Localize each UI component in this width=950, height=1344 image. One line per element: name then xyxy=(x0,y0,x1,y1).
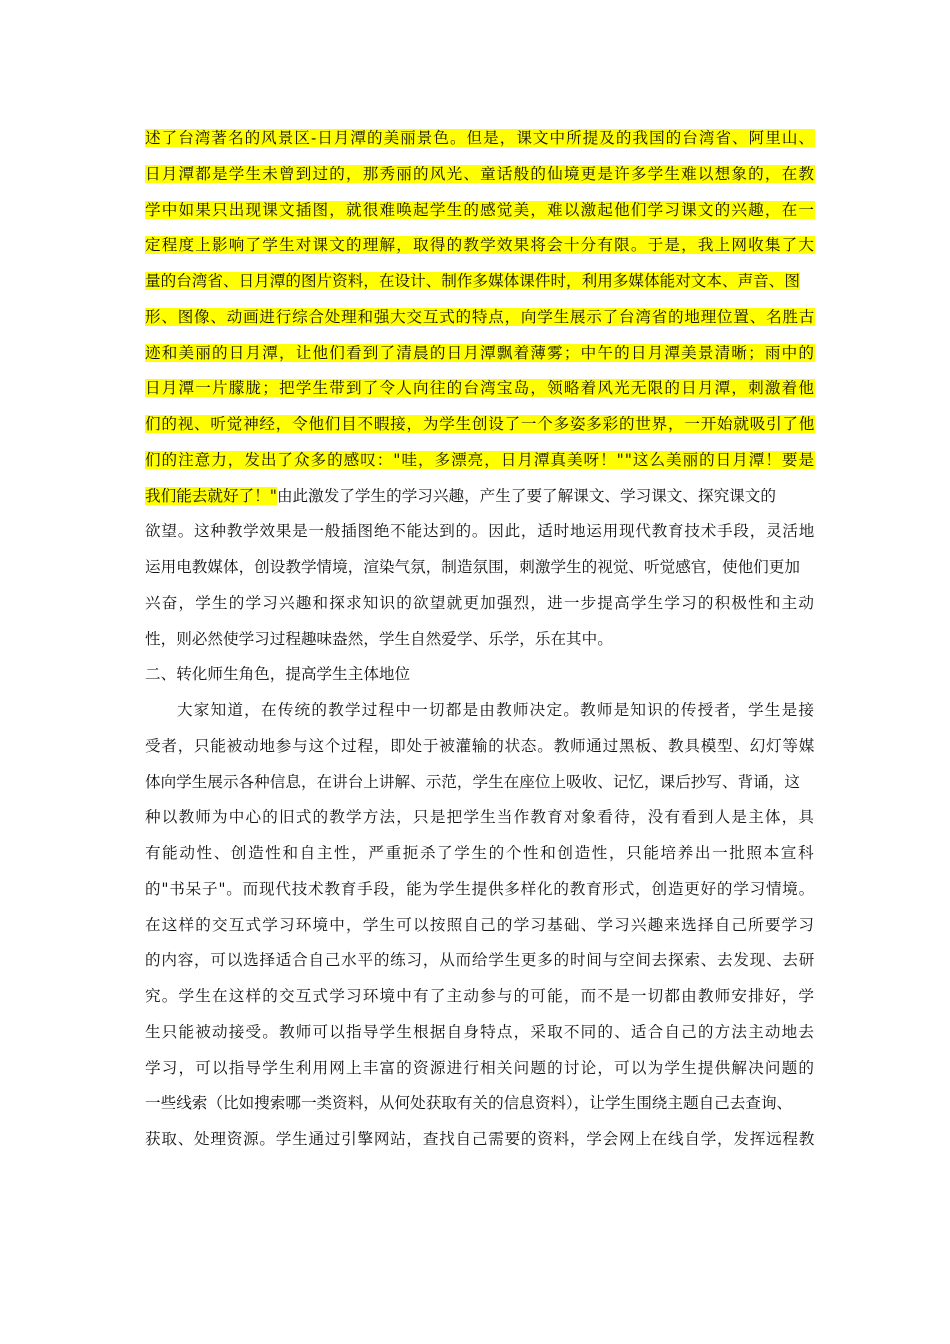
highlighted-text: 量的台湾省、日月潭的图片资料，在设计、制作多媒体课件时，利用多媒体能对文本、声音、图 xyxy=(145,272,800,290)
plain-text: 性，则必然使学习过程趣味盎然，学生自然爱学、乐学，乐在其中。 xyxy=(145,629,613,648)
plain-text: 体向学生展示各种信息，在讲台上讲解、示范，学生在座位上吸收、记忆，课后抄写、背诵，这 xyxy=(145,772,800,791)
text-line xyxy=(145,1124,815,1154)
text-line xyxy=(145,516,815,546)
text-line xyxy=(145,445,815,475)
text-line xyxy=(145,195,815,225)
text-line xyxy=(145,624,815,654)
text-line xyxy=(145,695,847,725)
plain-text: 兴奋，学生的学习兴趣和探求知识的欲望就更加强烈，进一步提高学生学习的积极性和主动 xyxy=(145,593,815,612)
text-line xyxy=(145,302,815,332)
text-line xyxy=(145,338,815,368)
highlighted-text: 日月潭都是学生未曾到过的，那秀丽的风光、童话般的仙境更是许多学生难以想象的，在教 xyxy=(145,164,815,183)
highlighted-text: 我们能去就好了！" xyxy=(145,486,277,505)
highlighted-text: 述了台湾著名的风景区-日月潭的美丽景色。但是，课文中所提及的我国的台湾省、阿里山、 xyxy=(145,129,815,147)
text-line xyxy=(145,409,815,439)
text-line xyxy=(145,230,815,260)
highlighted-text: 形、图像、动画进行综合处理和强大交互式的特点，向学生展示了台湾省的地理位置、名胜古 xyxy=(145,307,815,326)
plain-text: 大家知道，在传统的教学过程中一切都是由教师决定。教师是知识的传授者，学生是接 xyxy=(177,701,816,719)
plain-text: 的内容，可以选择适合自己水平的练习，从而给学生更多的时间与空间去探索、去发现、去研 xyxy=(145,951,815,970)
text-line xyxy=(145,945,815,975)
text-line xyxy=(145,767,815,797)
plain-text: 种以教师为中心的旧式的教学方法，只是把学生当作教育对象看待，没有看到人是主体，具 xyxy=(145,808,815,827)
text-line xyxy=(145,552,815,582)
text-line xyxy=(145,123,815,153)
plain-text: 的"书呆子"。而现代技术教育手段，能为学生提供多样化的教育形式，创造更好的学习情境。 xyxy=(145,879,815,898)
highlighted-text: 们的注意力，发出了众多的感叹："哇，多漂亮，日月潭真美呀！""这么美丽的日月潭！要是 xyxy=(145,450,815,469)
plain-text: 一些线索（比如搜索哪一类资料，从何处获取有关的信息资料），让学生围绕主题自己去查询、 xyxy=(145,1094,793,1113)
text-line xyxy=(145,588,815,618)
plain-text: 受者，只能被动地参与这个过程，即处于被灌输的状态。教师通过黑板、教具模型、幻灯等媒 xyxy=(145,736,815,755)
plain-text: 二、转化师生角色，提高学生主体地位 xyxy=(145,665,411,684)
text-line xyxy=(145,1017,815,1047)
plain-text: 获取、处理资源。学生通过引擎网站，查找自己需要的资料，学会网上在线自学，发挥远程教 xyxy=(145,1130,815,1148)
text-line xyxy=(145,838,815,868)
text-line xyxy=(145,731,815,761)
text-line xyxy=(145,266,815,296)
plain-text: 由此激发了学生的学习兴趣，产生了要了解课文、学习课文、探究课文的 xyxy=(276,486,776,505)
plain-text: 欲望。这种教学效果是一般插图绝不能达到的。因此，适时地运用现代教育技术手段，灵活地 xyxy=(145,522,815,541)
plain-text: 在这样的交互式学习环境中，学生可以按照自己的学习基础、学习兴趣来选择自己所要学习 xyxy=(145,915,815,934)
section-heading xyxy=(145,659,815,689)
text-line xyxy=(145,159,815,189)
text-line xyxy=(145,874,815,904)
text-line xyxy=(145,1088,815,1118)
highlighted-text: 日月潭一片朦胧；把学生带到了令人向往的台湾宝岛，领略着风光无限的日月潭，刺激着他 xyxy=(145,379,815,398)
text-line xyxy=(145,481,815,511)
highlighted-text: 定程度上影响了学生对课文的理解，取得的教学效果将会十分有限。于是，我上网收集了大 xyxy=(145,236,815,255)
text-line xyxy=(145,1053,815,1083)
plain-text: 运用电教媒体，创设教学情境，渲染气氛，制造氛围，刺激学生的视觉、听觉感官，使他们更加 xyxy=(145,558,800,576)
highlighted-text: 迹和美丽的日月潭，让他们看到了清晨的日月潭飘着薄雾；中午的日月潭美景清晰；雨中的 xyxy=(145,343,815,362)
text-line xyxy=(145,802,815,832)
plain-text: 有能动性、创造性和自主性，严重扼杀了学生的个性和创造性，只能培养出一批照本宣科 xyxy=(145,844,815,862)
text-line xyxy=(145,981,815,1011)
plain-text: 生只能被动接受。教师可以指导学生根据自身特点，采取不同的、适合自己的方法主动地去 xyxy=(145,1022,815,1041)
plain-text: 究。学生在这样的交互式学习环境中有了主动参与的可能，而不是一切都由教师安排好，学 xyxy=(145,987,815,1005)
text-line xyxy=(145,373,815,403)
plain-text: 学习，可以指导学生利用网上丰富的资源进行相关问题的讨论，可以为学生提供解决问题的 xyxy=(145,1058,815,1077)
highlighted-text: 们的视、听觉神经，令他们目不暇接，为学生创设了一个多姿多彩的世界，一开始就吸引了他 xyxy=(145,415,815,433)
highlighted-text: 学中如果只出现课文插图，就很难唤起学生的感觉美，难以激起他们学习课文的兴趣，在一 xyxy=(145,200,815,219)
text-line xyxy=(145,910,815,940)
